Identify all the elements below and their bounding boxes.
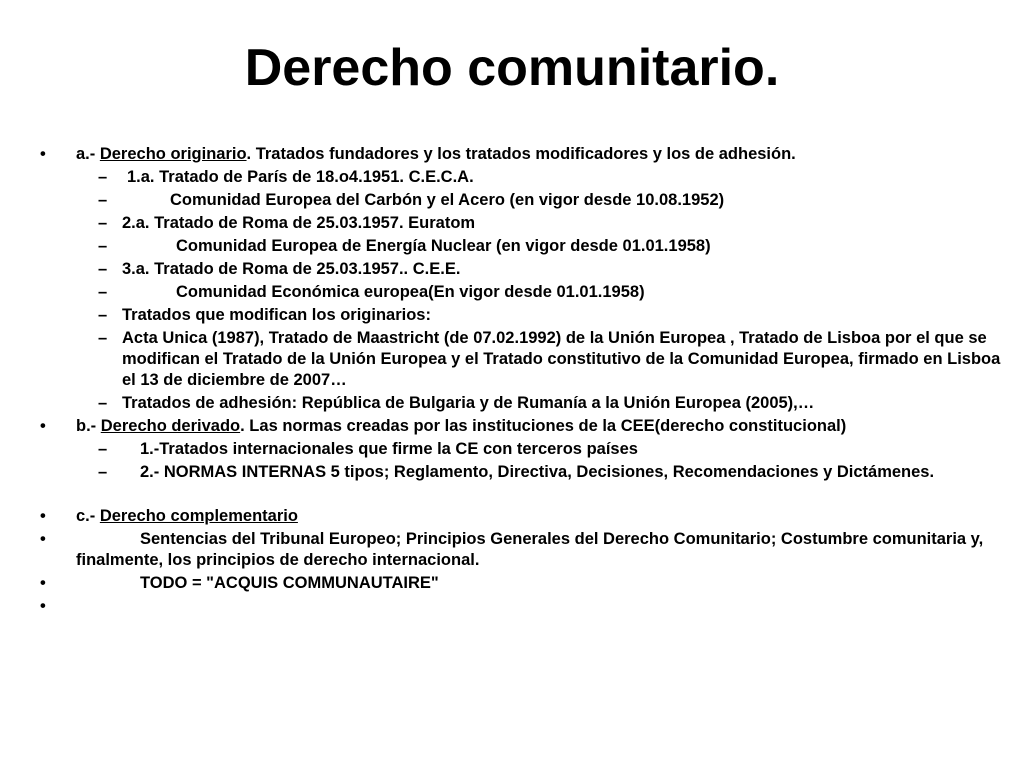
bullet-derecho-derivado xyxy=(40,416,1015,437)
dash-icon: – xyxy=(98,191,108,209)
dash-icon: – xyxy=(98,214,108,232)
derecho-originario-label: Derecho originario xyxy=(99,145,247,163)
bullet-dot-icon: • xyxy=(40,145,46,163)
sub-item-paris xyxy=(40,167,1015,188)
sub-item-normas-internas xyxy=(40,462,1015,483)
sub-item-text: 2.- NORMAS INTERNAS 5 tipos; Reglamento, Directiva, Decisiones, Recomendaciones y Dictámenes. xyxy=(140,463,935,481)
slide-body xyxy=(40,144,1015,619)
bullet-dot-icon: • xyxy=(40,597,46,615)
bullet-text: Sentencias del Tribunal Europeo; Principios Generales del Derecho Comunitario; Costumbre comunitaria y, finalmente, los principios de derecho internacional. xyxy=(76,530,984,569)
sub-item-text: 3.a. Tratado de Roma de 25.03.1957.. C.E.E. xyxy=(122,260,461,278)
slide-title: Derecho comunitario. xyxy=(244,39,780,97)
sub-item-energia-nuclear xyxy=(40,236,1015,257)
sub-item-cee xyxy=(40,259,1015,280)
bullet-dot-icon: • xyxy=(40,574,46,592)
bullet-text: . Tratados fundadores y los tratados modificadores y los de adhesión. xyxy=(246,145,796,163)
bullet-derecho-complementario xyxy=(40,506,1015,527)
bullet-dot-icon: • xyxy=(40,530,46,548)
bullet-prefix: c.- xyxy=(76,507,100,525)
dash-icon: – xyxy=(98,329,108,347)
bullet-sentencias xyxy=(40,529,1015,571)
bullet-dot-icon: • xyxy=(40,417,46,435)
bullet-derecho-originario xyxy=(40,144,1015,165)
sub-item-ceca xyxy=(40,190,1015,211)
derecho-complementario-label: Derecho complementario xyxy=(99,507,298,525)
bullet-dot-icon: • xyxy=(40,507,46,525)
bullet-acquis xyxy=(40,573,1015,594)
sub-item-text: Tratados de adhesión: República de Bulgaria y de Rumanía a la Unión Europea (2005),… xyxy=(122,394,815,412)
dash-icon: – xyxy=(98,463,108,481)
bullet-text: . Las normas creadas por las instituciones de la CEE(derecho constitucional) xyxy=(240,417,847,435)
dash-icon: – xyxy=(98,306,108,324)
bullet-prefix: b.- xyxy=(76,417,101,435)
dash-icon: – xyxy=(98,168,108,186)
dash-icon: – xyxy=(98,283,108,301)
sub-item-tratados-modifican xyxy=(40,305,1015,326)
bullet-text: TODO = "ACQUIS COMMUNAUTAIRE" xyxy=(140,574,439,592)
sub-item-text: 2.a. Tratado de Roma de 25.03.1957. Euratom xyxy=(122,214,476,232)
sub-item-comunidad-economica xyxy=(40,282,1015,303)
sub-item-adhesion xyxy=(40,393,1015,414)
sub-item-text: Comunidad Europea de Energía Nuclear (en vigor desde 01.01.1958) xyxy=(176,237,711,255)
sub-item-text: Comunidad Económica europea(En vigor desde 01.01.1958) xyxy=(176,283,645,301)
sub-item-text: 1.-Tratados internacionales que firme la CE con terceros países xyxy=(140,440,638,458)
sub-item-text: Comunidad Europea del Carbón y el Acero (en vigor desde 10.08.1952) xyxy=(170,191,725,209)
dash-icon: – xyxy=(98,440,108,458)
sub-item-text: Acta Unica (1987), Tratado de Maastricht (de 07.02.1992) de la Unión Europea , Tratado de Lisboa por el que se modifican el Tratado de la Unión Europea y el Tratado constitutivo de la Comunidad Europea, firmado en Lisboa el 13 de diciembre de 2007… xyxy=(122,329,1001,389)
sub-item-euratom xyxy=(40,213,1015,234)
sub-item-tratados-internacionales xyxy=(40,439,1015,460)
dash-icon: – xyxy=(98,394,108,412)
sub-item-text: Tratados que modifican los originarios: xyxy=(122,306,431,324)
sub-item-acta-unica xyxy=(40,328,1015,391)
dash-icon: – xyxy=(98,260,108,278)
bullet-prefix: a.- xyxy=(76,145,100,163)
derecho-derivado-label: Derecho derivado xyxy=(100,417,241,435)
bullet-empty xyxy=(40,596,1015,617)
sub-item-text: 1.a. Tratado de París de 18.o4.1951. C.E.C.A. xyxy=(127,168,474,186)
dash-icon: – xyxy=(98,237,108,255)
